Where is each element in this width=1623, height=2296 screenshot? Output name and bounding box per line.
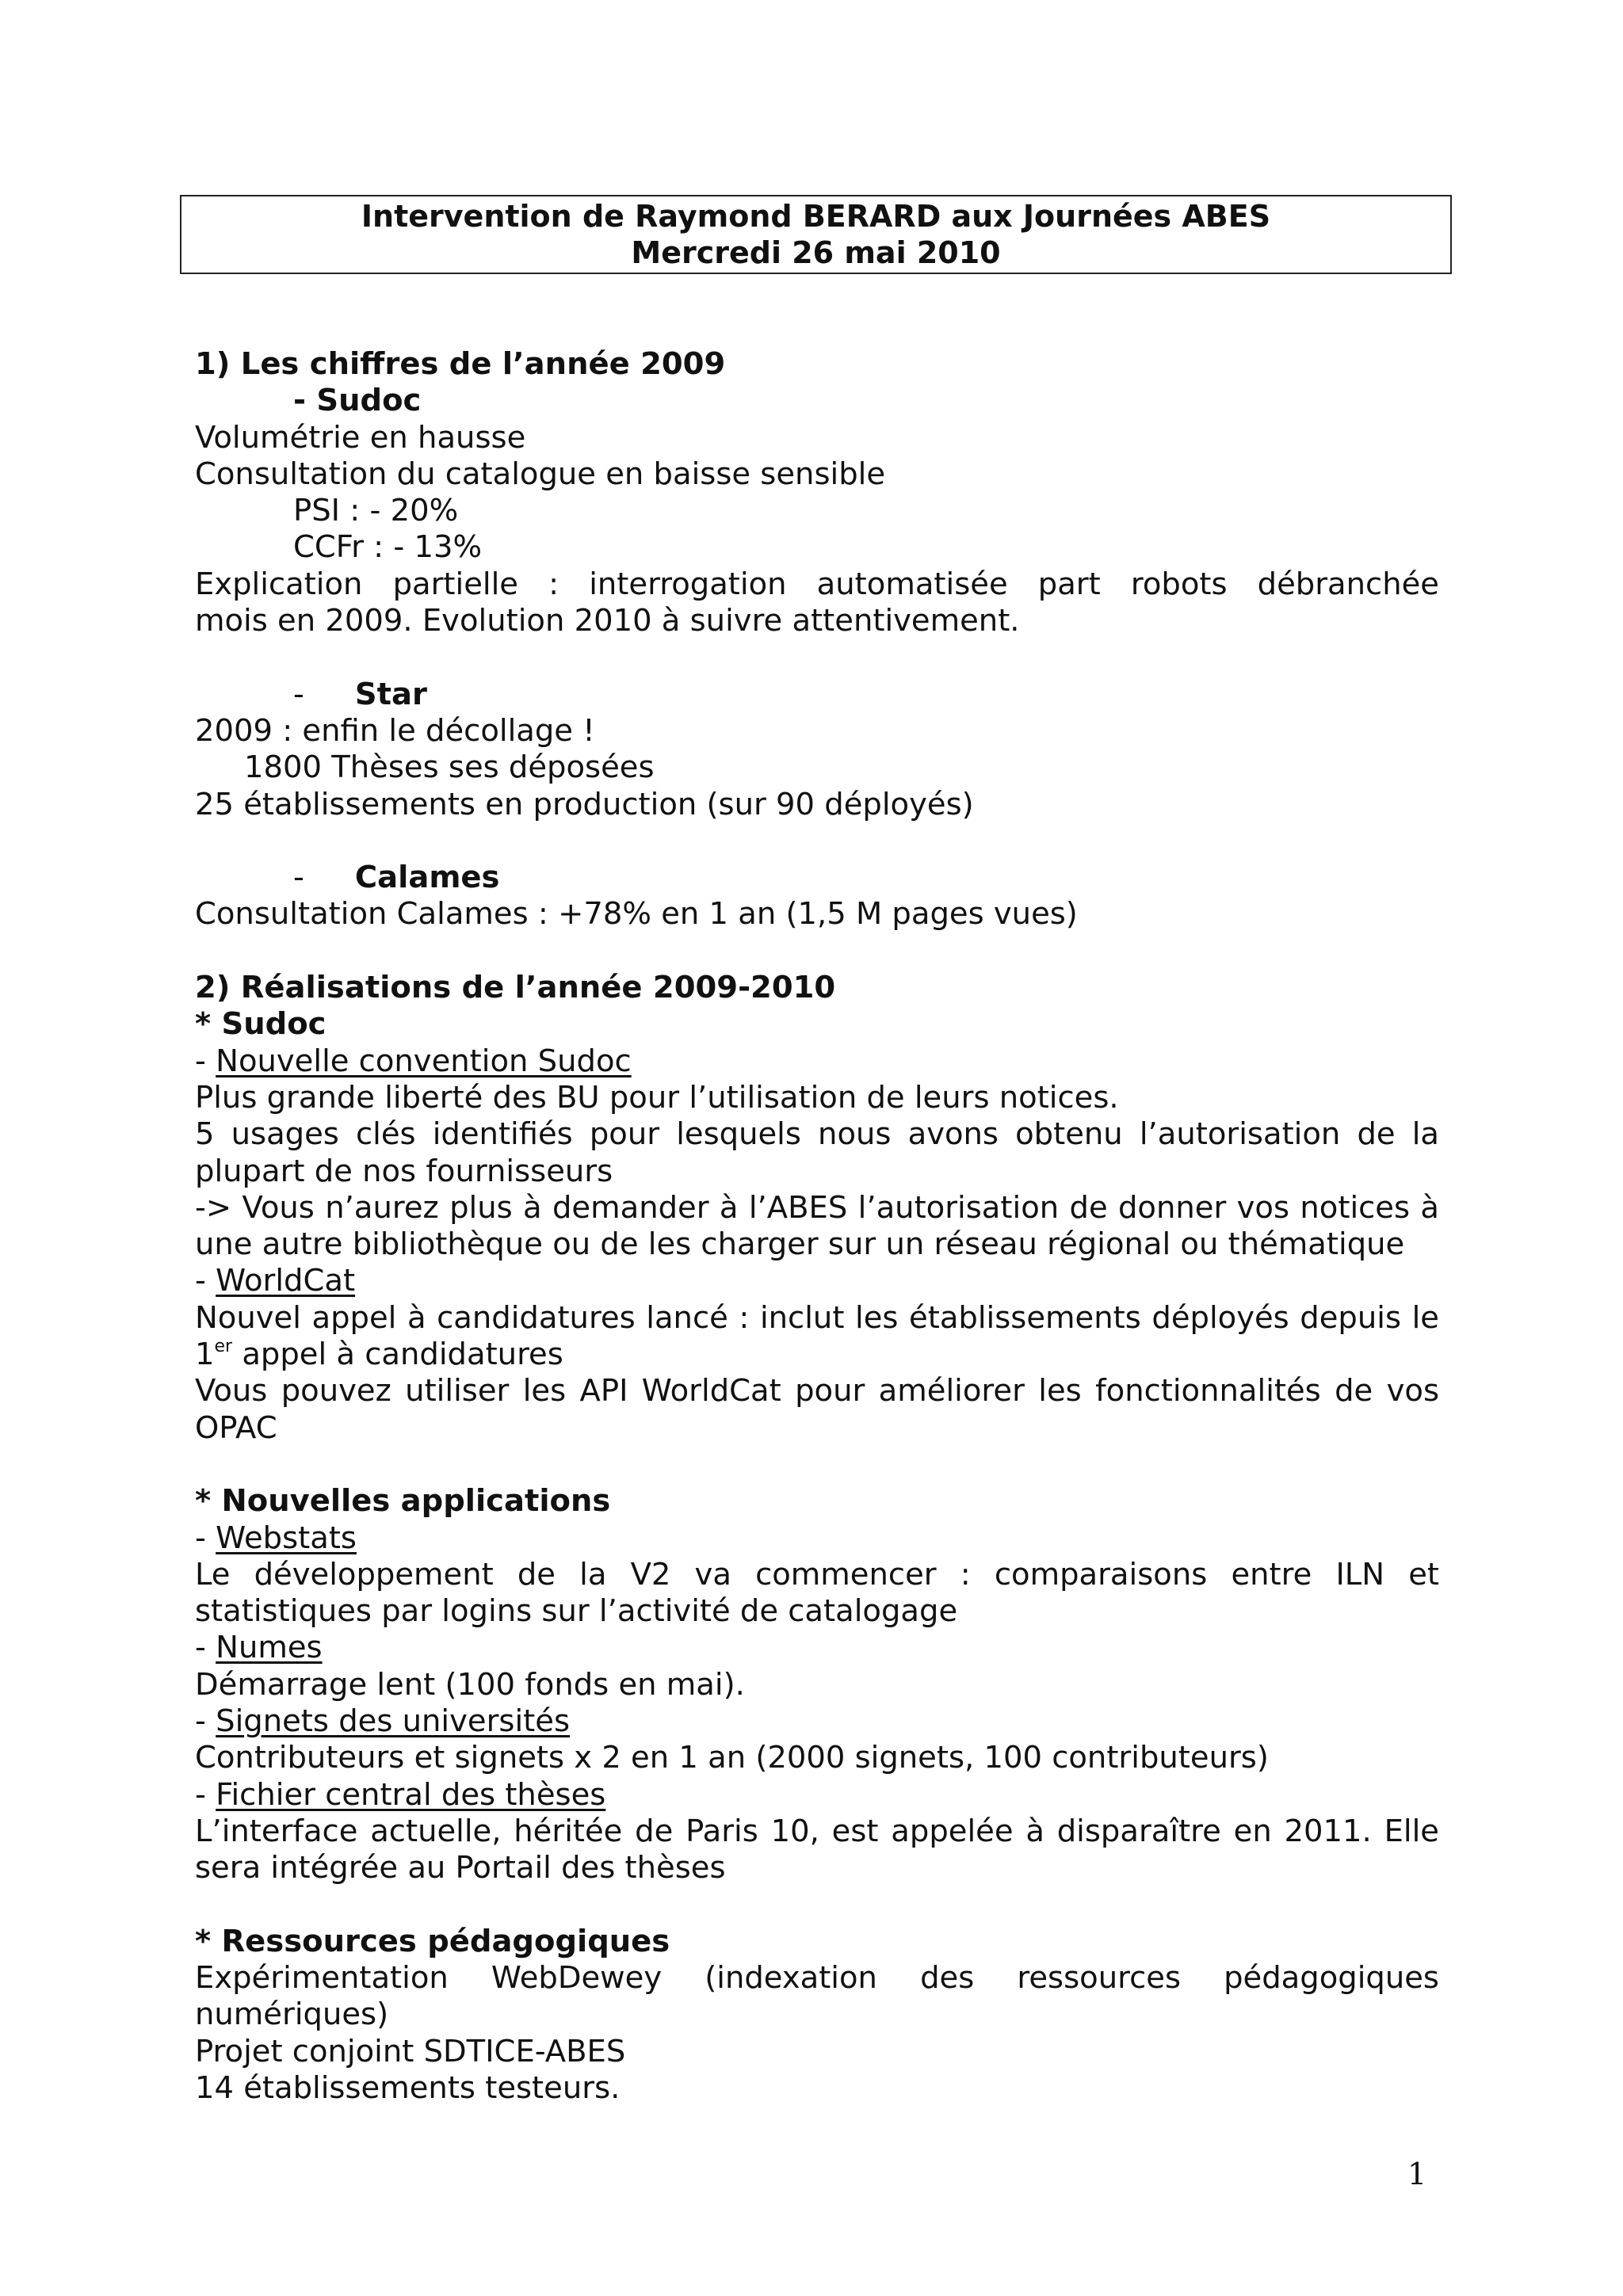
list-dash: - bbox=[293, 676, 304, 712]
paragraph-line: plupart de nos fournisseurs bbox=[195, 1153, 613, 1189]
numes-item bbox=[195, 1630, 1439, 1666]
signets-link: Signets des universités bbox=[216, 1703, 571, 1739]
title-line-1: Intervention de Raymond BERARD aux Journées ABES bbox=[361, 199, 1271, 234]
list-dash: - bbox=[195, 1043, 216, 1079]
list-dash: - bbox=[195, 1520, 216, 1556]
worldcat-link: WorldCat bbox=[216, 1263, 356, 1299]
paragraph-line: Nouvel appel à candidatures lancé : inclut les établissements déployés depuis le bbox=[195, 1299, 1439, 1336]
ordinal-suffix: er bbox=[214, 1337, 233, 1357]
paragraph-line: mois en 2009. Evolution 2010 à suivre attentivement. bbox=[195, 603, 1020, 639]
list-dash: - bbox=[195, 1703, 216, 1739]
paragraph-line: Consultation Calames : +78% en 1 an (1,5 M pages vues) bbox=[195, 896, 1078, 933]
paragraph-line: numériques) bbox=[195, 1997, 389, 2033]
paragraph-line: Vous pouvez utiliser les API WorldCat pour améliorer les fonctionnalités de vos bbox=[195, 1373, 1439, 1409]
paragraph-line: 2009 : enfin le décollage ! bbox=[195, 712, 595, 749]
fichier-item bbox=[195, 1777, 1439, 1814]
spacer bbox=[195, 639, 1439, 676]
paragraph-line: une autre bibliothèque ou de les charger sur un réseau régional ou thématique bbox=[195, 1226, 1405, 1263]
paragraph-line: Le développement de la V2 va commencer : comparaisons entre ILN et bbox=[195, 1556, 1439, 1592]
star-heading: Star bbox=[354, 676, 428, 712]
paragraph-line: 5 usages clés identifiés pour lesquels nous avons obtenu l’autorisation de la bbox=[195, 1116, 1439, 1153]
spacer bbox=[195, 933, 1439, 970]
worldcat-item bbox=[195, 1263, 1439, 1299]
webstats-item bbox=[195, 1520, 1439, 1557]
star-subheading bbox=[195, 677, 1439, 713]
spacer bbox=[195, 1447, 1439, 1483]
paragraph-line: Projet conjoint SDTICE-ABES bbox=[195, 2033, 626, 2069]
paragraph-line: -> Vous n’aurez plus à demander à l’ABES l’autorisation de donner vos notices à bbox=[195, 1189, 1439, 1226]
paragraph-line: sera intégrée au Portail des thèses bbox=[195, 1850, 726, 1886]
spacer bbox=[195, 1886, 1439, 1923]
paragraph-line: Consultation du catalogue en baisse sensible bbox=[195, 456, 886, 492]
paragraph-line bbox=[195, 1337, 1439, 1373]
list-dash: - bbox=[293, 860, 304, 896]
list-dash: - bbox=[195, 1263, 216, 1299]
numes-link: Numes bbox=[216, 1630, 323, 1666]
fichier-link: Fichier central des thèses bbox=[216, 1776, 606, 1813]
convention-item bbox=[195, 1043, 1439, 1080]
theses-count: 1800 bbox=[244, 749, 322, 786]
calames-subheading bbox=[195, 860, 1439, 896]
ressources-heading: * Ressources pédagogiques bbox=[195, 1923, 670, 1959]
paragraph-line: 25 établissements en production (sur 90 déployés) bbox=[195, 786, 974, 822]
list-dash: - bbox=[195, 1776, 216, 1813]
spacer bbox=[195, 823, 1439, 860]
paragraph-line: 14 établissements testeurs. bbox=[195, 2069, 621, 2106]
document-body bbox=[195, 346, 1439, 2107]
paragraph-line: OPAC bbox=[195, 1409, 277, 1446]
title-line-2: Mercredi 26 mai 2010 bbox=[631, 235, 1001, 270]
paragraph-line: Démarrage lent (100 fonds en mai). bbox=[195, 1666, 745, 1703]
sudoc-subheading: - Sudoc bbox=[293, 383, 422, 419]
paragraph-line: L’interface actuelle, héritée de Paris 10, est appelée à disparaître en 2011. Elle bbox=[195, 1813, 1439, 1849]
psi-stat: PSI : - 20% bbox=[293, 493, 459, 529]
paragraph-line: Explication partielle : interrogation automatisée part robots débranchée bbox=[195, 566, 1439, 602]
paragraph-line: Expérimentation WebDewey (indexation des ressources pédagogiques bbox=[195, 1960, 1439, 1997]
section-1-heading: 1) Les chiffres de l’année 2009 bbox=[195, 346, 726, 382]
theses-count-line bbox=[195, 749, 1439, 786]
section-2-heading: 2) Réalisations de l’année 2009-2010 bbox=[195, 970, 836, 1006]
paragraph-line: Volumétrie en hausse bbox=[195, 419, 526, 456]
convention-link: Nouvelle convention Sudoc bbox=[216, 1043, 632, 1079]
ordinal-number: 1 bbox=[195, 1337, 215, 1373]
title-box bbox=[180, 195, 1452, 274]
webstats-link: Webstats bbox=[216, 1520, 357, 1556]
calames-heading: Calames bbox=[354, 860, 500, 896]
sudoc-heading: * Sudoc bbox=[195, 1006, 327, 1043]
signets-item bbox=[195, 1703, 1439, 1740]
list-dash: - bbox=[195, 1630, 216, 1666]
paragraph-line: Plus grande liberté des BU pour l’utilisation de leurs notices. bbox=[195, 1079, 1119, 1116]
apps-heading: * Nouvelles applications bbox=[195, 1483, 611, 1520]
page-number: 1 bbox=[1407, 2157, 1427, 2191]
paragraph-line: Contributeurs et signets x 2 en 1 an (2000 signets, 100 contributeurs) bbox=[195, 1740, 1269, 1776]
paragraph-line: statistiques par logins sur l’activité de catalogage bbox=[195, 1593, 958, 1630]
ordinal-rest: appel à candidatures bbox=[232, 1337, 563, 1373]
ccfr-stat: CCFr : - 13% bbox=[293, 529, 483, 566]
theses-count-text: Thèses ses déposées bbox=[331, 749, 655, 786]
